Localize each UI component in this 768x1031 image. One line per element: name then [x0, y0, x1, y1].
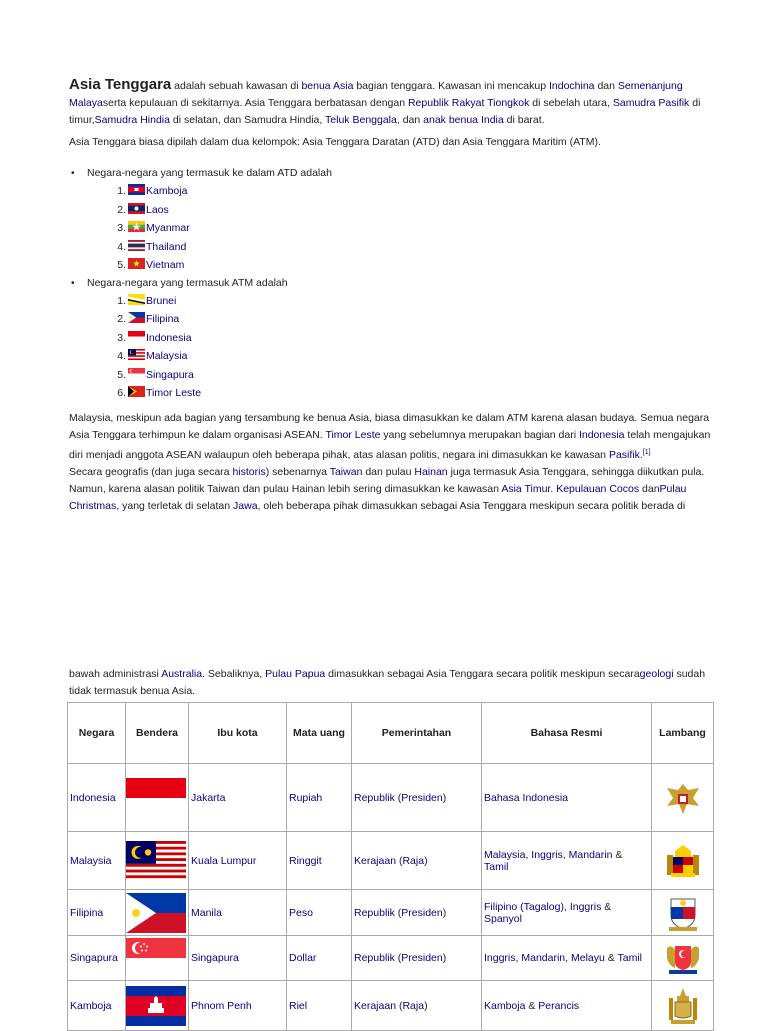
atm-list — [69, 292, 719, 403]
cell-bahasa[interactable]: Inggris — [484, 952, 516, 964]
table-row: Filipina Manila Peso Republik (Presiden) Filipino (Tagalog), Inggris & Spanyol — [68, 890, 714, 936]
col-lambang: Lambang — [652, 703, 714, 764]
grouping-paragraph: Asia Tenggara biasa dipilah dalam dua kelompok: Asia Tenggara Daratan (ATD) dan Asia Tenggara Maritim (ATM). — [69, 136, 601, 148]
link-samudra-pasifik[interactable]: Samudra Pasifik — [612, 97, 690, 109]
link-geologi[interactable]: geologi — [639, 668, 674, 680]
country-groups — [69, 165, 719, 403]
atd-heading: • Negara-negara yang termasuk ke dalam ATD adalah — [69, 165, 719, 182]
atd-list — [69, 182, 719, 275]
table-header-row — [68, 703, 714, 764]
cell-bahasa[interactable]: Inggris — [531, 848, 563, 861]
flag-myanmar-icon — [128, 221, 145, 232]
cell-negara[interactable]: Malaysia — [70, 854, 112, 867]
flag-singapura-icon — [126, 938, 186, 978]
flag-vietnam-icon — [128, 258, 145, 269]
link-laos[interactable]: Laos — [146, 203, 169, 216]
asean-paragraph: Malaysia, meskipun ada bagian yang tersambung ke benua Asia, biasa dimasukkan ke dalam ATM karena alasan budaya. Semua negara Asia Tenggara terhimpun ke dalam organisasi ASEAN. Timor Leste yang sebelumnya merupakan bagian dari Indonesia telah mengajukan diri menjadi anggota ASEAN walaupun oleh beberapa pihak, atas alasan politis, negara ini dimasukkan ke kawasan Pasifik.[1] — [69, 412, 711, 461]
list-item: 5. Singapura — [117, 368, 194, 381]
link-myanmar[interactable]: Myanmar — [146, 222, 190, 234]
cell-bahasa[interactable]: Tamil — [617, 952, 643, 964]
cell-gov-type[interactable]: Republik — [354, 952, 395, 964]
table-row: Kamboja Phnom Penh Riel Kerajaan (Raja) Kamboja & Perancis — [68, 981, 714, 1031]
link-benua-asia[interactable]: benua Asia — [301, 80, 354, 92]
cell-negara[interactable]: Kamboja — [70, 999, 112, 1012]
link-indochina[interactable]: Indochina — [548, 80, 595, 92]
link-timor-leste-2[interactable]: Timor Leste — [325, 429, 381, 441]
flag-filipina-icon — [128, 312, 145, 323]
link-asia-timur[interactable]: Asia Timur — [501, 483, 551, 495]
cell-gov-type[interactable]: Republik — [354, 791, 395, 804]
atm-heading: • Negara-negara yang termasuk ATM adalah — [69, 275, 719, 292]
intro-paragraph: Asia Tenggara adalah sebuah kawasan di benua Asia bagian tenggara. Kawasan ini mencakup Indochina dan Semenanjung Malayaserta kepulauan di sekitarnya. Asia Tenggara berbatasan dengan Republik Rakyat Tiongkok di sebelah utara, Samudra Pasifik di timur,Samudra Hindia di selatan, dan Samudra Hindia, Teluk Benggala, dan anak benua India di barat. — [69, 76, 701, 126]
cell-bahasa[interactable]: Filipino (Tagalog) — [484, 900, 564, 913]
link-kepulauan-cocos[interactable]: Kepulauan Cocos — [556, 483, 640, 495]
article-title: Asia Tenggara — [69, 76, 172, 93]
link-hainan[interactable]: Hainan — [414, 466, 448, 478]
cambodia-emblem-icon — [663, 986, 703, 1026]
cell-bahasa[interactable]: Kamboja — [484, 999, 526, 1012]
link-indonesia-2[interactable]: Indonesia — [578, 429, 625, 441]
cell-ibukota[interactable]: Jakarta — [191, 791, 226, 804]
col-negara: Negara — [68, 703, 126, 764]
singapore-emblem-icon — [663, 938, 703, 978]
malaysia-emblem-icon — [663, 841, 703, 881]
link-australia[interactable]: Australia — [161, 668, 203, 680]
col-mata-uang: Mata uang — [287, 703, 352, 764]
papua-paragraph: bawah administrasi Australia. Sebaliknya, Pulau Papua dimasukkan sebagai Asia Tenggara secara politik meskipun secarageologi sudah tidak termasuk benua Asia. — [69, 668, 706, 697]
flag-thailand-icon — [128, 240, 145, 251]
flag-malaysia-icon — [128, 349, 145, 360]
list-item: 1. Kamboja — [117, 185, 188, 197]
cell-uang[interactable]: Dollar — [289, 952, 317, 964]
cell-gov-head[interactable]: Presiden — [401, 791, 443, 804]
link-jawa[interactable]: Jawa — [233, 500, 258, 512]
link-kamboja[interactable]: Kamboja — [146, 185, 188, 197]
country-table — [67, 702, 714, 1031]
flag-laos-icon — [128, 203, 145, 214]
link-teluk-benggala[interactable]: Teluk Benggala — [325, 114, 397, 126]
cell-bahasa[interactable]: Bahasa Indonesia — [484, 791, 569, 804]
geography-paragraph: Secara geografis (dan juga secara historis) sebenarnya Taiwan dan pulau Hainan juga termasuk Asia Tenggara, sehingga diikutkan pula. Namun, karena alasan politik Taiwan dan pulau Hainan lebih sering dimasukkan ke kawasan Asia Timur. Kepulauan Cocos danPulau Christmas, yang terletak di selatan Jawa, oleh beberapa pihak dimasukkan sebagai Asia Tenggara meskipun secara politik berada di — [69, 466, 705, 512]
garuda-emblem-icon — [663, 778, 703, 818]
link-taiwan[interactable]: Taiwan — [329, 466, 363, 478]
flag-filipina-icon — [126, 893, 186, 933]
cell-uang[interactable]: Rupiah — [289, 791, 323, 804]
cell-gov-type[interactable]: Kerajaan — [354, 854, 397, 867]
cell-bahasa[interactable]: Spanyol — [484, 912, 522, 925]
list-item: 5. Vietnam — [117, 259, 185, 271]
flag-indonesia-icon — [126, 778, 186, 818]
flag-kamboja-icon — [126, 986, 186, 1026]
table-row: Singapura Singapura Dollar Republik (Presiden) Inggris, Mandarin, Melayu & Tamil — [68, 936, 714, 981]
cell-uang[interactable]: Peso — [289, 906, 313, 919]
link-brunei[interactable]: Brunei — [146, 294, 177, 307]
cell-negara[interactable]: Singapura — [70, 952, 118, 964]
link-rrt[interactable]: Republik Rakyat Tiongkok — [407, 97, 530, 109]
cell-gov-head[interactable]: Presiden — [401, 952, 443, 964]
cell-gov-head[interactable]: Raja — [402, 854, 425, 867]
table-row: Malaysia Kuala Lumpur Ringgit Kerajaan (Raja) Malaysia, Inggris, Mandarin & Tamil — [68, 832, 714, 890]
cell-negara[interactable]: Filipina — [70, 906, 104, 919]
cell-bahasa[interactable]: Perancis — [538, 999, 580, 1012]
flag-indonesia-icon — [128, 331, 145, 342]
list-item: 2. Filipina — [117, 313, 180, 325]
flag-timor-leste-icon — [128, 386, 145, 397]
col-bendera: Bendera — [126, 703, 189, 764]
cell-ibukota[interactable]: Kuala Lumpur — [191, 854, 257, 867]
list-item: 6. Timor Leste — [117, 387, 202, 399]
link-filipina[interactable]: Filipina — [146, 313, 180, 325]
link-pulau-christmas[interactable]: Pulau Christmas — [69, 483, 687, 512]
cell-ibukota[interactable]: Phnom Penh — [191, 999, 252, 1012]
link-historis[interactable]: historis — [232, 466, 266, 478]
cell-bahasa[interactable]: Malaysia — [484, 848, 526, 861]
cell-bahasa[interactable]: Melayu — [570, 952, 605, 964]
cell-negara[interactable]: Indonesia — [70, 791, 116, 804]
cell-gov-type[interactable]: Kerajaan — [354, 999, 397, 1012]
link-anak-benua-india[interactable]: anak benua India — [423, 114, 504, 126]
cell-ibukota[interactable]: Manila — [191, 906, 222, 919]
col-bahasa: Bahasa Resmi — [482, 703, 652, 764]
flag-brunei-icon — [128, 294, 145, 305]
list-item: 4. Thailand — [117, 240, 187, 253]
link-samudra-hindia[interactable]: Samudra Hindia — [94, 114, 170, 126]
cell-gov-head[interactable]: Raja — [402, 999, 425, 1012]
cell-bahasa[interactable]: Inggris — [569, 900, 602, 913]
list-item: 4. Malaysia — [117, 350, 188, 362]
cell-bahasa[interactable]: Mandarin — [521, 952, 566, 964]
cell-bahasa[interactable]: Mandarin — [568, 848, 613, 861]
link-singapura[interactable]: Singapura — [146, 368, 194, 381]
link-malaysia[interactable]: Malaysia — [146, 350, 188, 362]
list-item: 3. Indonesia — [117, 331, 192, 344]
link-indonesia[interactable]: Indonesia — [146, 331, 192, 344]
link-pulau-papua[interactable]: Pulau Papua — [265, 668, 326, 680]
cell-uang[interactable]: Ringgit — [289, 854, 322, 867]
reference-1[interactable]: [1] — [642, 449, 651, 456]
cell-bahasa[interactable]: Tamil — [484, 860, 509, 873]
cell-uang[interactable]: Riel — [289, 999, 308, 1012]
col-ibukota: Ibu kota — [189, 703, 287, 764]
philippines-emblem-icon — [663, 893, 703, 933]
link-timor-leste[interactable]: Timor Leste — [146, 387, 202, 399]
table-row: Indonesia Jakarta Rupiah Republik (Presiden) Bahasa Indonesia — [68, 764, 714, 832]
link-semenanjung-malaya[interactable]: Semenanjung Malaya — [69, 80, 683, 109]
cell-gov-head[interactable]: Presiden — [401, 906, 443, 919]
cell-ibukota[interactable]: Singapura — [191, 952, 239, 964]
flag-singapura-icon — [128, 368, 145, 379]
link-vietnam[interactable]: Vietnam — [146, 259, 185, 271]
cell-gov-type[interactable]: Republik — [354, 906, 395, 919]
flag-kamboja-icon — [128, 184, 145, 195]
list-item: 3. Myanmar — [117, 222, 190, 234]
flag-malaysia-icon — [126, 841, 186, 881]
list-item: 1. Brunei — [117, 294, 177, 307]
list-item: 2. Laos — [117, 203, 169, 216]
link-thailand[interactable]: Thailand — [146, 240, 187, 253]
col-pemerintahan: Pemerintahan — [352, 703, 482, 764]
link-pasifik[interactable]: Pasifik — [608, 449, 640, 461]
